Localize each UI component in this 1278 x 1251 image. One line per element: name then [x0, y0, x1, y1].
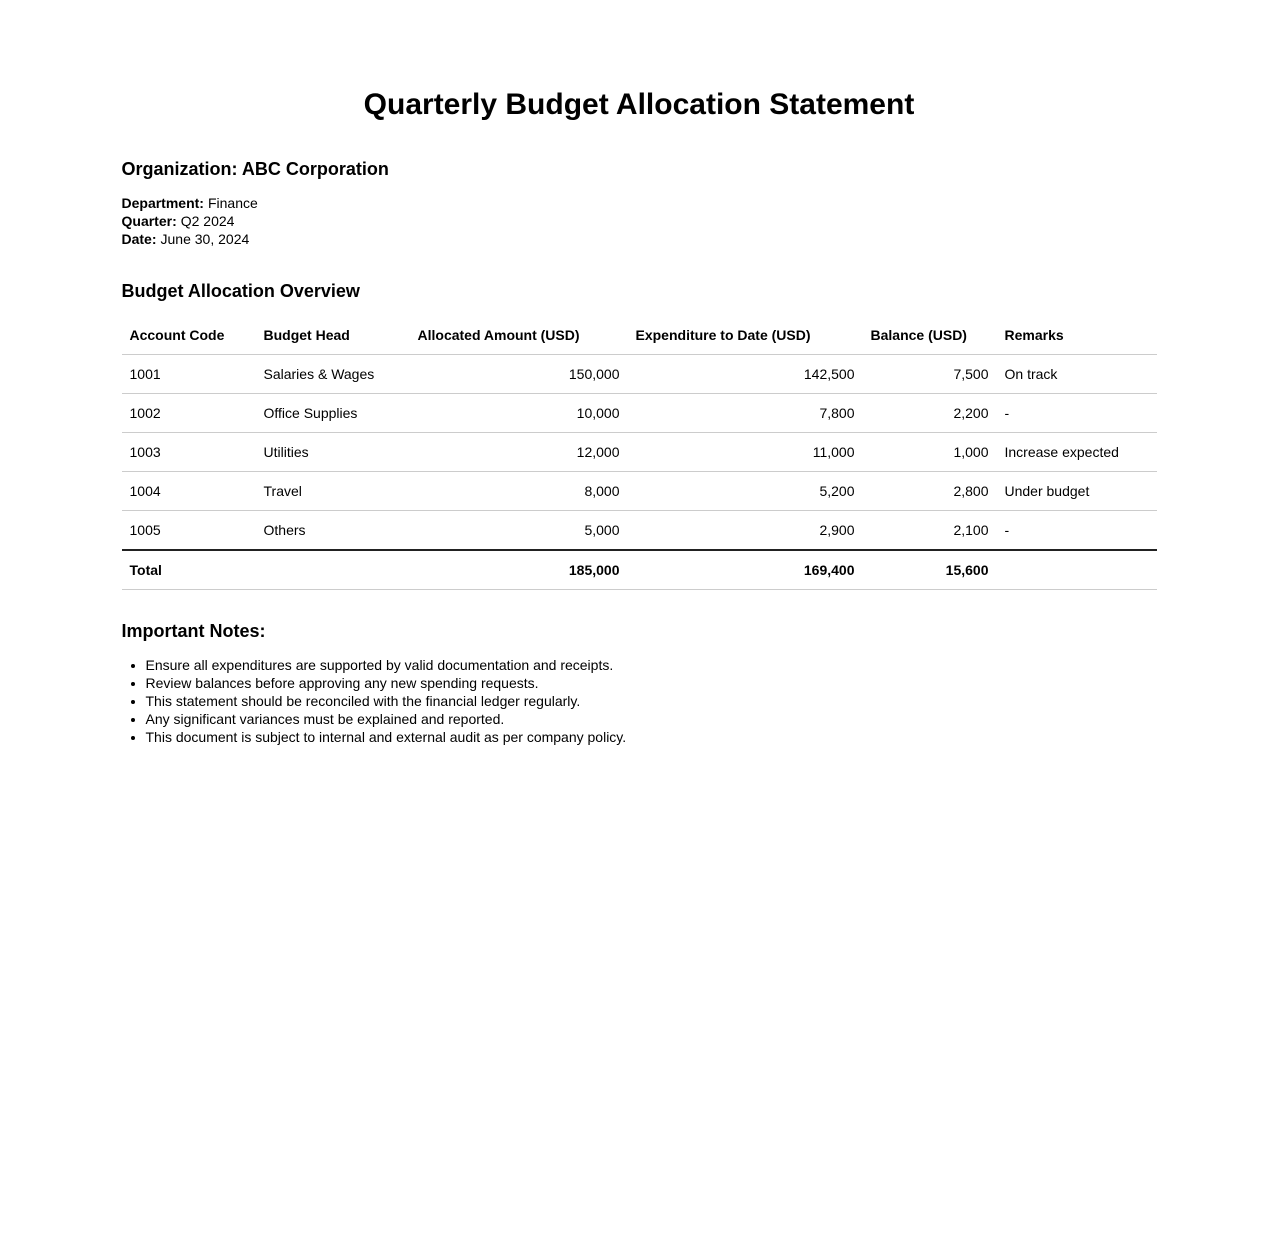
table-total-row — [122, 550, 1157, 590]
meta-date-value: June 30, 2024 — [160, 231, 250, 248]
cell-balance: 1,000 — [863, 432, 997, 471]
cell-account-code: 1005 — [129, 521, 161, 538]
meta-quarter-label: Quarter: — [121, 213, 177, 230]
cell-account-code: 1004 — [122, 471, 256, 510]
cell-allocated-amount: 150,000 — [410, 354, 628, 393]
total-allocated-amount: 185,000 — [410, 550, 628, 590]
cell-allocated-amount: 10,000 — [410, 393, 628, 432]
col-header-remarks: Remarks — [997, 316, 1157, 355]
note-item: • Review balances before approving any new spending requests. — [146, 674, 1157, 692]
cell-remarks: - — [997, 393, 1157, 432]
cell-expenditure: 2,900 — [819, 521, 855, 538]
overview-heading: Budget Allocation Overview — [121, 281, 360, 302]
total-budget-head-empty — [256, 550, 410, 590]
col-header-balance: Balance (USD) — [863, 316, 997, 355]
cell-expenditure: 5,200 — [628, 471, 863, 510]
cell-balance: 2,200 — [863, 393, 997, 432]
cell-account-code: 1002 — [122, 393, 256, 432]
col-header-allocated-amount: Allocated Amount (USD) — [410, 316, 628, 355]
cell-remarks: - — [1004, 521, 1010, 538]
table-row — [122, 354, 1157, 393]
cell-remarks: Under budget — [997, 471, 1157, 510]
cell-budget-head: Others — [263, 521, 306, 538]
meta-department-value: Finance — [207, 195, 258, 212]
cell-allocated-amount: 5,000 — [584, 521, 620, 538]
cell-budget-head: Utilities — [256, 432, 410, 471]
meta-department-label: Department: — [121, 195, 204, 212]
col-header-account-code: Account Code — [122, 316, 256, 355]
table-row — [122, 393, 1157, 432]
cell-allocated-amount: 8,000 — [410, 471, 628, 510]
table-row — [122, 510, 1157, 550]
total-balance: 15,600 — [863, 550, 997, 590]
notes-list — [122, 656, 1157, 746]
cell-budget-head: Travel — [256, 471, 410, 510]
cell-balance: 2,800 — [863, 471, 997, 510]
total-label: Total — [122, 550, 256, 590]
document-page — [122, 0, 1157, 746]
cell-account-code: 1003 — [122, 432, 256, 471]
col-header-budget-head: Budget Head — [256, 316, 410, 355]
meta-line-quarter — [122, 212, 1157, 230]
organization-heading: Organization: ABC Corporation — [121, 158, 389, 179]
table-row — [122, 432, 1157, 471]
budget-table — [122, 316, 1157, 590]
note-item: • This document is subject to internal and external audit as per company policy. — [146, 728, 1157, 746]
cell-expenditure: 11,000 — [628, 432, 863, 471]
document-title: Quarterly Budget Allocation Statement — [363, 88, 915, 121]
col-header-expenditure-to-date: Expenditure to Date (USD) — [628, 316, 863, 355]
cell-budget-head: Salaries & Wages — [256, 354, 410, 393]
cell-expenditure: 7,800 — [628, 393, 863, 432]
note-item: • Ensure all expenditures are supported by valid documentation and receipts. — [146, 656, 1157, 674]
meta-line-date — [122, 230, 1157, 248]
total-expenditure: 169,400 — [628, 550, 863, 590]
cell-budget-head: Office Supplies — [256, 393, 410, 432]
cell-account-code: 1001 — [122, 354, 256, 393]
total-remarks-empty — [997, 550, 1157, 590]
cell-remarks: On track — [997, 354, 1157, 393]
meta-quarter-value: Q2 2024 — [180, 213, 235, 230]
document-meta — [122, 194, 1157, 248]
notes-heading: Important Notes: — [121, 620, 266, 641]
cell-balance: 2,100 — [953, 521, 989, 538]
cell-expenditure: 142,500 — [628, 354, 863, 393]
cell-remarks: Increase expected — [997, 432, 1157, 471]
note-item: • This statement should be reconciled with the financial ledger regularly. — [146, 692, 1157, 710]
cell-allocated-amount: 12,000 — [410, 432, 628, 471]
meta-line-department — [122, 194, 1157, 212]
table-row — [122, 471, 1157, 510]
table-header-row — [122, 316, 1157, 355]
meta-date-label: Date: — [121, 231, 157, 248]
cell-balance: 7,500 — [863, 354, 997, 393]
note-item: • Any significant variances must be explained and reported. — [146, 710, 1157, 728]
